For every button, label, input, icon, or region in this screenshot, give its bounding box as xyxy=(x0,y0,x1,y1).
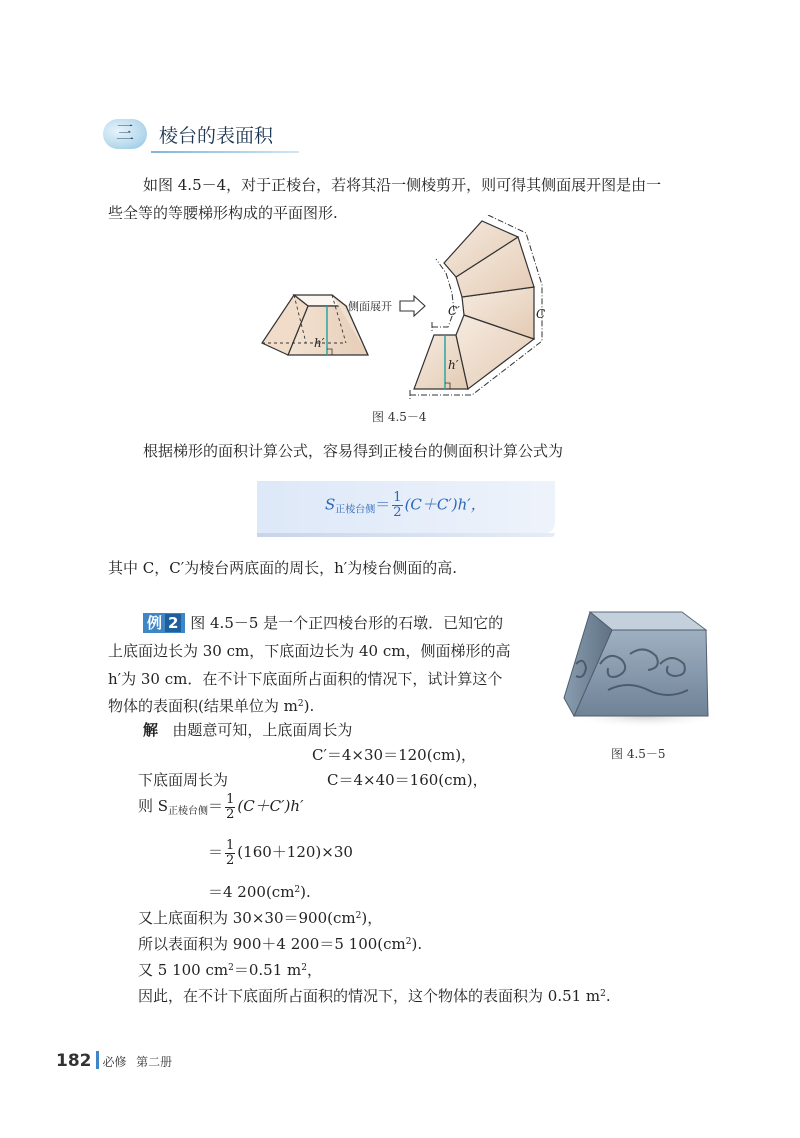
section-title: 棱台的表面积 xyxy=(159,125,274,147)
solution-line-9: 又 5 100 $cm^2=0.51$ $m^2$， xyxy=(138,961,322,979)
page-footer xyxy=(56,1051,172,1071)
intro-line-2: 些全等的等腰梯形构成的平面图形. xyxy=(108,204,338,222)
example-line-2: 上底面边长为 30 cm，下底面边长为 40 cm，侧面梯形的高 xyxy=(108,642,511,660)
lateral-area-formula: $S_{正棱台侧}=$ $\frac{1}{2}$ (C＋C′)h′， xyxy=(325,490,486,520)
intro-line-1: 如图 4.5－4，对于正棱台，若将其沿一侧棱剪开，则可得其侧面展开图是由一 xyxy=(143,176,662,194)
page-number: 182 xyxy=(56,1051,92,1071)
solution-line-5: ＝ $\frac{1}{2}$ (160＋120)×30 xyxy=(208,837,353,868)
frustum-unfold-figure xyxy=(250,215,570,405)
figure-1-caption: 图 4.5－4 xyxy=(372,410,427,424)
section-number-badge: 三 xyxy=(103,119,147,149)
volume-name: 第二册 xyxy=(136,1055,173,1069)
solution-line-6: ＝4 $200(cm^2)$. xyxy=(208,883,311,901)
book-name: 必修 xyxy=(102,1055,127,1069)
formula-box xyxy=(257,481,555,533)
solution-line-7: 又上底面积为 $30\times 30=900(cm^2)$， xyxy=(138,909,383,927)
section-underline xyxy=(151,151,299,153)
h-label-left: h′ xyxy=(314,336,325,350)
c-prime-label: C′ xyxy=(448,304,460,318)
unfold-label: 侧面展开 xyxy=(348,300,392,313)
formula-intro: 根据梯形的面积计算公式，容易得到正棱台的侧面积计算公式为 xyxy=(143,442,564,460)
stone-pier-image xyxy=(560,604,720,732)
example-line-1: 例 2 图 4.5－5 是一个正四棱台形的石墩．已知它的 xyxy=(143,609,503,637)
solution-line-2: C′＝4×30＝120(cm)， xyxy=(312,746,477,764)
solution-line-10: 因此，在不计下底面所占面积的情况下，这个物体的表面积为 0.51 $m^2$. xyxy=(138,987,611,1005)
section-heading xyxy=(103,117,303,153)
example-badge: 例 2 xyxy=(143,613,185,633)
solution-line-8: 所以表面积为 900＋4 200＝5 $100(cm^2)$. xyxy=(138,935,423,953)
formula-fraction: $\frac{1}{2}$ xyxy=(393,490,402,520)
h-label-right: h′ xyxy=(448,358,459,372)
example-line-4: 物体的表面积(结果单位为 $m^2$). xyxy=(108,697,315,715)
solution-line-1: 解 由题意可知，上底面周长为 xyxy=(143,721,353,739)
figure-2-caption: 图 4.5－5 xyxy=(611,747,666,761)
footer-divider xyxy=(96,1051,99,1069)
c-label: C xyxy=(536,307,546,321)
example-line-3: h′为 30 cm．在不计下底面所占面积的情况下，试计算这个 xyxy=(108,670,503,688)
solution-line-4: 则 $S_{正棱台侧}=$ $\frac{1}{2}$ (C＋C′)h′ xyxy=(138,791,304,822)
definition-line: 其中 C，C′为棱台两底面的周长，h′为棱台侧面的高. xyxy=(108,559,457,577)
solution-line-3: 下底面周长为 C＝4×40＝160(cm)， xyxy=(138,771,488,789)
unfold-arrow-icon xyxy=(400,296,425,316)
unfolded-net xyxy=(414,221,534,389)
